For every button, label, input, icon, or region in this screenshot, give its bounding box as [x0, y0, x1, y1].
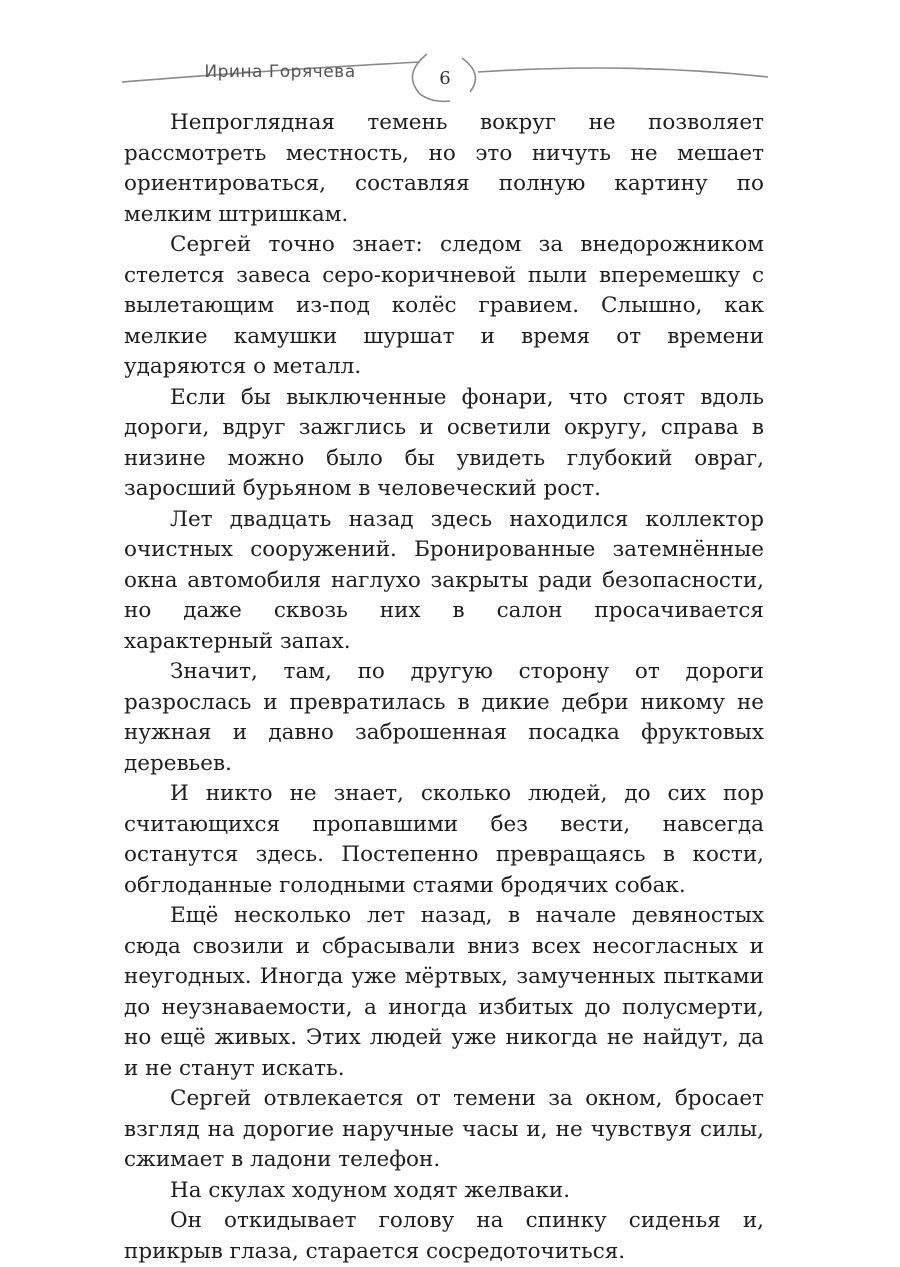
- paragraph: Сергей отвлекается от темени за окном, бросает взгляд на дорогие наручные часы и, не чувствуя силы, сжимает в ладони телефон.: [124, 1086, 764, 1172]
- page-number: 6: [439, 68, 451, 89]
- header-right-swoosh: [478, 68, 768, 77]
- paragraph: Сергей точно знает: следом за внедорожником стелется завеса серо-коричневой пыли вперемешку с вылетающим из-под колёс гравием. Слышно, как мелкие камушки шуршат и время от времени ударяются о металл.: [124, 232, 764, 379]
- paragraph: Лет двадцать назад здесь находился коллектор очистных сооружений. Бронированные затемнённые окна автомобиля наглухо закрыты ради безопасности, но даже сквозь них в салон просачивается характерный запах.: [124, 506, 764, 654]
- paragraph: Ещё несколько лет назад, в начале девяностых сюда свозили и сбрасывали вниз всех несогласных и неугодных. Иногда уже мёртвых, замученных пытками до неузнаваемости, а иногда избитых до полусмерти, но ещё живых. Этих людей уже никогда не найдут, да и не станут искать.: [124, 903, 764, 1081]
- paragraph: И никто не знает, сколько людей, до сих пор считающихся пропавшими без вести, навсегда останутся здесь. Постепенно превращаясь в кости, обглоданные голодными стаями бродячих собак.: [124, 781, 764, 898]
- paragraph: Если бы выключенные фонари, что стоят вдоль дороги, вдруг зажглись и осветили округу, справа в низине можно было бы увидеть глубокий овраг, заросший бурьяном в человеческий рост.: [124, 384, 764, 501]
- paragraph: Он откидывает голову на спинку сиденья и, прикрыв глаза, старается сосредоточиться.: [124, 1208, 764, 1264]
- header-ornament: [0, 0, 900, 110]
- author-name: Ирина Горячева: [204, 62, 356, 82]
- paragraph: На скулах ходуном ходят желваки.: [170, 1177, 571, 1203]
- running-header: [0, 0, 900, 110]
- body-text: [124, 108, 764, 1267]
- paragraph: Непроглядная темень вокруг не позволяет рассмотреть местность, но это ничуть не мешает ориентироваться, составляя полную картину по мелким штришкам.: [124, 110, 764, 227]
- paragraph: Значит, там, по другую сторону от дороги разрослась и превратилась в дикие дебри никому не нужная и давно заброшенная посадка фруктовых деревьев.: [124, 659, 764, 776]
